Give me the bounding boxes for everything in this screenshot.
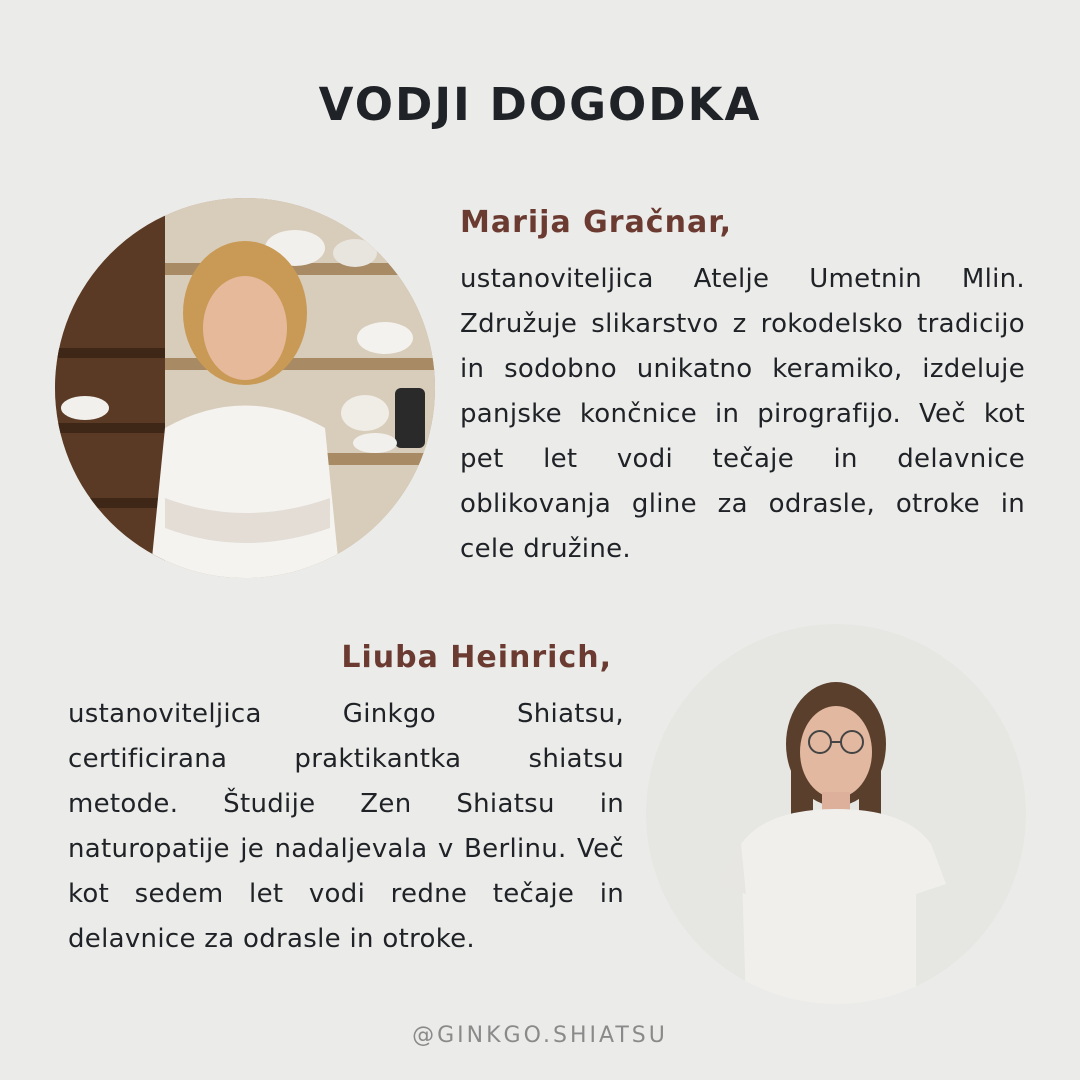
host-name-suffix: , (719, 205, 732, 240)
host-photo-marija (55, 198, 435, 578)
host-name-text: Marija Gračnar (460, 205, 720, 240)
host-bio-marija: ustanoviteljica Atelje Umetnin Mlin. Združuje slikarstvo z rokodelsko tradicijo in sodobno unikatno keramiko, izdeluje panjske končnice in pirografijo. Več kot pet let vodi tečaje in delavnice oblikovanja gline za odrasle, otroke in cele družine. (460, 264, 1025, 564)
host-name-liuba (341, 640, 612, 675)
social-handle: @GINKGO.SHIATSU (412, 1023, 668, 1048)
host-name-marija (460, 205, 732, 240)
page-title: VODJI DOGODKA (318, 78, 762, 131)
host-photo-liuba (646, 624, 1026, 1004)
host-name-text: Liuba Heinrich (341, 640, 600, 675)
host-bio-liuba: ustanoviteljica Ginkgo Shiatsu, certificirana praktikantka shiatsu metode. Študije Zen Shiatsu in naturopatije je nadaljevala v Berlinu. Več kot sedem let vodi redne tečaje in delavnice za odrasle in otroke. (68, 699, 624, 954)
host-name-suffix: , (599, 640, 612, 675)
